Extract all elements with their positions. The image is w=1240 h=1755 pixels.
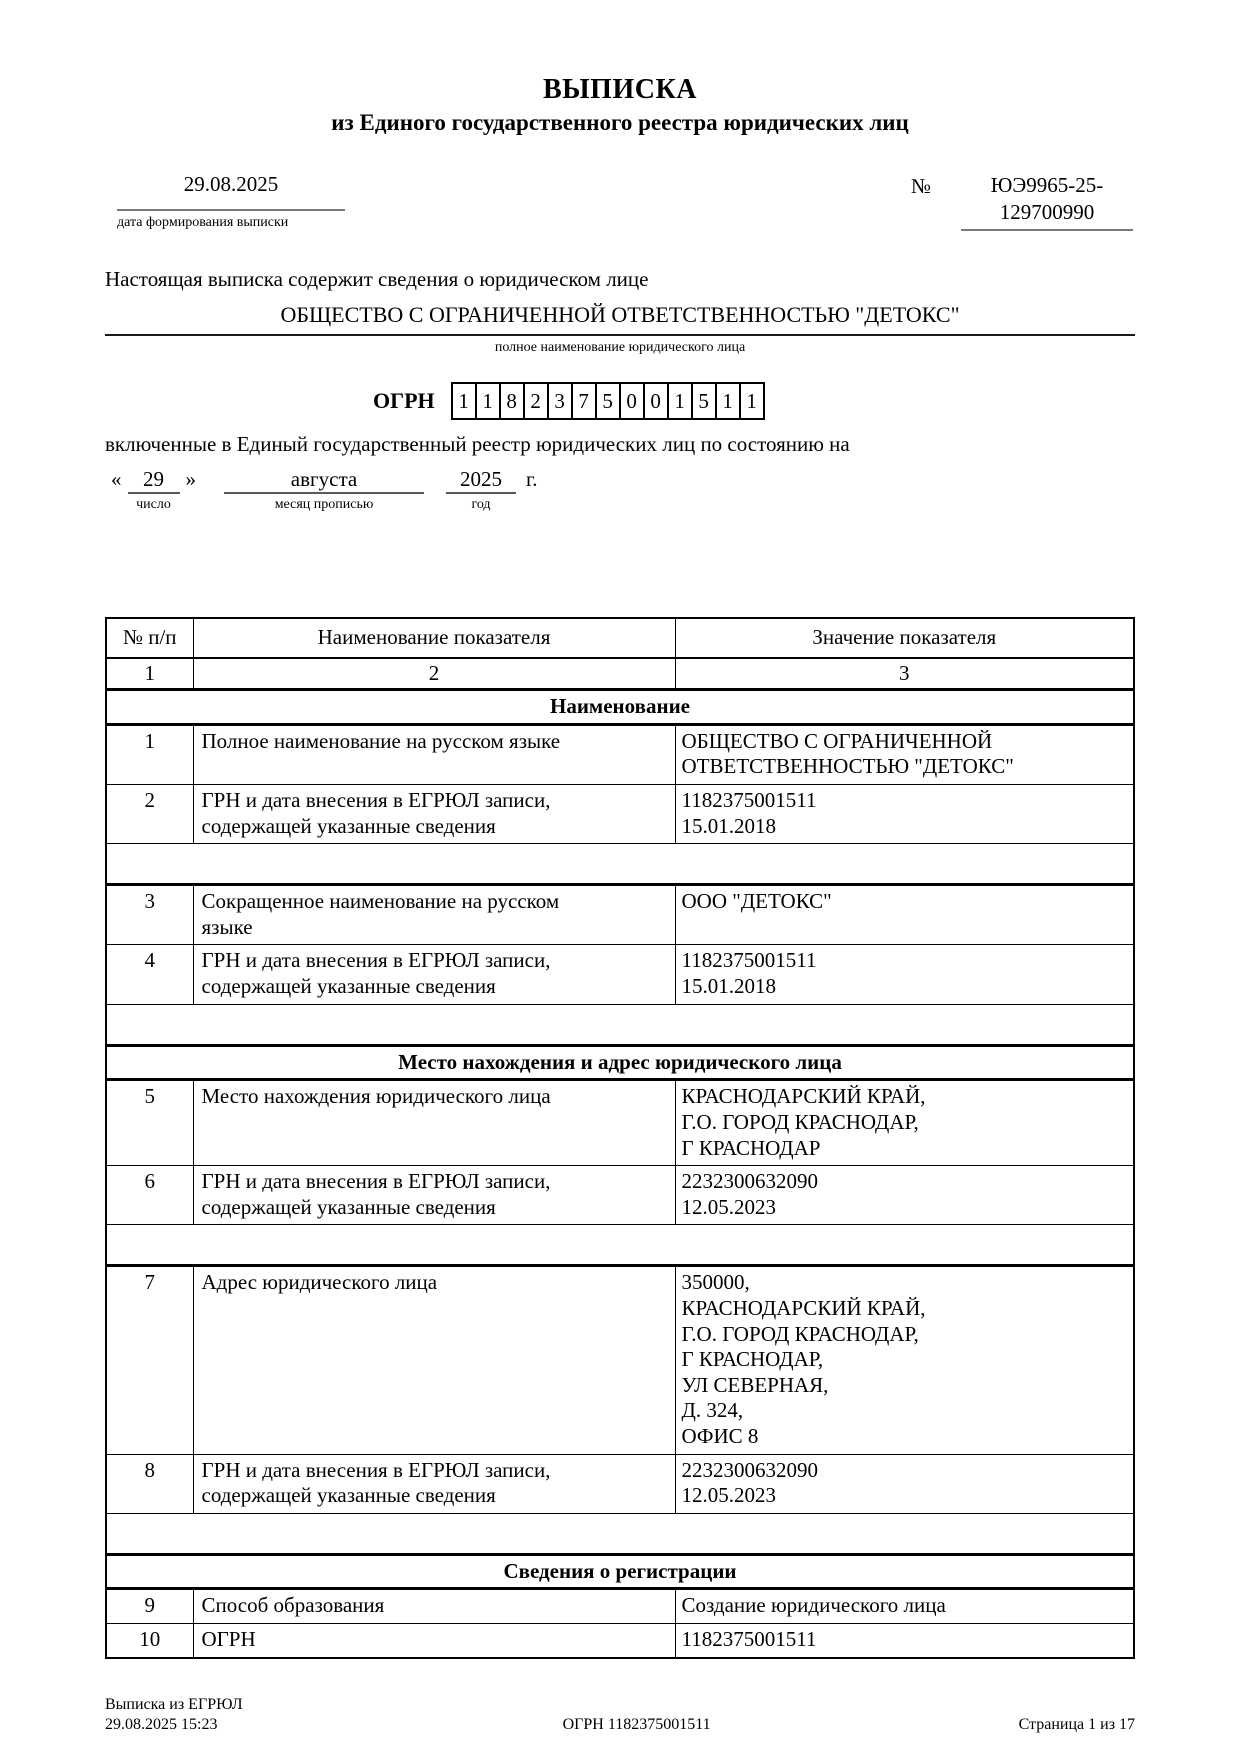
row-number: 6: [106, 1166, 193, 1225]
indicator-name: Адрес юридического лица: [193, 1266, 675, 1454]
ogrn-digit-box: 8: [499, 382, 525, 420]
spacer-cell: [106, 1513, 1134, 1554]
ogrn-digit-box: 1: [715, 382, 741, 420]
indicator-name: Место нахождения юридического лица: [193, 1080, 675, 1166]
as-of-month-caption: месяц прописью: [274, 497, 374, 512]
year-suffix: г.: [526, 467, 538, 491]
ogrn-digit-box: 3: [547, 382, 573, 420]
row-number: 4: [106, 945, 193, 1004]
ogrn-digit-box: 0: [643, 382, 669, 420]
indicator-name: Способ образования: [193, 1589, 675, 1624]
ogrn-digit-box: 1: [667, 382, 693, 420]
row-number: 7: [106, 1266, 193, 1454]
section-title: Место нахождения и адрес юридического лица: [106, 1045, 1134, 1080]
indicator-name: ОГРН: [193, 1624, 675, 1658]
table-row-8: [106, 1454, 1134, 1513]
as-of-date-row: [105, 467, 1135, 513]
footer-doc-type: Выписка из ЕГРЮЛ: [105, 1695, 243, 1713]
formation-date-block: [117, 172, 345, 231]
document-number-underline: [961, 229, 1133, 231]
column-number-3: 3: [675, 658, 1134, 690]
page-footer: [105, 1695, 1135, 1737]
indicator-value: 1182375001511: [675, 1624, 1134, 1658]
document-number: [961, 172, 1133, 231]
indicator-name: ГРН и дата внесения в ЕГРЮЛ записи, содержащей указанные сведения: [193, 785, 675, 844]
indicators-table-body: [106, 690, 1134, 1658]
ogrn-row: [373, 382, 1135, 420]
indicator-name: ГРН и дата внесения в ЕГРЮЛ записи, содержащей указанные сведения: [193, 1166, 675, 1225]
col-header-value: Значение показателя: [675, 618, 1134, 658]
company-name-underline: [105, 334, 1135, 336]
close-quote: »: [185, 467, 196, 491]
col-header-name: Наименование показателя: [193, 618, 675, 658]
as-of-year-blank: [446, 467, 516, 513]
ogrn-digit-box: 7: [571, 382, 597, 420]
footer-ogrn: ОГРН 1182375001511: [562, 1716, 711, 1734]
table-row-3: [106, 885, 1134, 945]
indicator-value: ОБЩЕСТВО С ОГРАНИЧЕННОЙ ОТВЕТСТВЕННОСТЬЮ "ДЕТОКС": [675, 724, 1134, 784]
spacer-row: [106, 1513, 1134, 1554]
spacer-row: [106, 1004, 1134, 1045]
table-header-row: [106, 618, 1134, 658]
table-row-6: [106, 1166, 1134, 1225]
ogrn-label: ОГРН: [373, 388, 435, 413]
ogrn-digit-box: 1: [739, 382, 765, 420]
spacer-row: [106, 1225, 1134, 1266]
open-quote: «: [111, 467, 122, 491]
indicator-value: ООО "ДЕТОКС": [675, 885, 1134, 945]
as-of-year-caption: год: [471, 497, 491, 512]
row-number: 5: [106, 1080, 193, 1166]
table-row-2: [106, 785, 1134, 844]
table-row-7: [106, 1266, 1134, 1454]
ogrn-boxes: [451, 382, 765, 420]
ogrn-digit-box: 5: [595, 382, 621, 420]
row-number: 2: [106, 785, 193, 844]
row-number: 8: [106, 1454, 193, 1513]
indicator-value: 2232300632090 12.05.2023: [675, 1166, 1134, 1225]
section-row: [106, 1045, 1134, 1080]
document-number-line2: 129700990: [999, 200, 1095, 225]
table-row-1: [106, 724, 1134, 784]
section-row: [106, 690, 1134, 725]
indicator-value: КРАСНОДАРСКИЙ КРАЙ, Г.О. ГОРОД КРАСНОДАР, Г КРАСНОДАР: [675, 1080, 1134, 1166]
company-name-caption: полное наименование юридического лица: [494, 340, 746, 355]
table-row-9: [106, 1589, 1134, 1624]
spacer-cell: [106, 1004, 1134, 1045]
indicator-name: Полное наименование на русском языке: [193, 724, 675, 784]
section-row: [106, 1554, 1134, 1589]
column-numbers-row: [106, 658, 1134, 690]
formation-date: 29.08.2025: [183, 172, 279, 196]
ogrn-digit-box: 1: [451, 382, 477, 420]
company-name: ОБЩЕСТВО С ОГРАНИЧЕННОЙ ОТВЕТСТВЕННОСТЬЮ "ДЕТОКС": [280, 302, 960, 327]
spacer-cell: [106, 1225, 1134, 1266]
footer-page-number: Страница 1 из 17: [1018, 1716, 1136, 1734]
ogrn-digit-box: 5: [691, 382, 717, 420]
table-row-4: [106, 945, 1134, 1004]
company-block: [105, 302, 1135, 356]
document-subtitle: из Единого государственного реестра юридических лиц: [331, 110, 909, 135]
spacer-row: [106, 844, 1134, 885]
as-of-day: 29: [128, 467, 180, 494]
table-row-10: [106, 1624, 1134, 1658]
indicator-value: 1182375001511 15.01.2018: [675, 945, 1134, 1004]
number-sign: №: [910, 174, 931, 198]
document-title: ВЫПИСКА: [543, 74, 697, 105]
as-of-day-caption: число: [136, 497, 171, 512]
document-number-line1: ЮЭ9965-25-: [990, 173, 1104, 197]
footer-datetime: 29.08.2025 15:23: [105, 1716, 218, 1734]
section-title: Сведения о регистрации: [106, 1554, 1134, 1589]
indicator-name: ГРН и дата внесения в ЕГРЮЛ записи, содержащей указанные сведения: [193, 945, 675, 1004]
footer-left: [105, 1695, 470, 1737]
indicator-name: ГРН и дата внесения в ЕГРЮЛ записи, содержащей указанные сведения: [193, 1454, 675, 1513]
indicator-value: Создание юридического лица: [675, 1589, 1134, 1624]
spacer-cell: [106, 844, 1134, 885]
row-number: 3: [106, 885, 193, 945]
as-of-year: 2025: [446, 467, 516, 494]
as-of-month: августа: [224, 467, 424, 494]
row-number: 1: [106, 724, 193, 784]
indicator-value: 350000, КРАСНОДАРСКИЙ КРАЙ, Г.О. ГОРОД КРАСНОДАР, Г КРАСНОДАР, УЛ СЕВЕРНАЯ, Д. 324, ОФИС 8: [675, 1266, 1134, 1454]
column-number-2: 2: [193, 658, 675, 690]
col-header-num: № п/п: [106, 618, 193, 658]
formation-date-underline: [117, 209, 345, 211]
indicator-value: 1182375001511 15.01.2018: [675, 785, 1134, 844]
meta-row: [105, 172, 1135, 231]
ogrn-digit-box: 0: [619, 382, 645, 420]
ogrn-digit-box: 2: [523, 382, 549, 420]
document-number-block: [911, 172, 1133, 231]
indicator-value: 2232300632090 12.05.2023: [675, 1454, 1134, 1513]
intro-text: Настоящая выписка содержит сведения о юридическом лице: [105, 267, 649, 291]
row-number: 10: [106, 1624, 193, 1658]
as-of-day-blank: [128, 467, 180, 513]
indicator-name: Сокращенное наименование на русском языке: [193, 885, 675, 945]
section-title: Наименование: [106, 690, 1134, 725]
as-of-month-blank: [224, 467, 424, 513]
ogrn-digit-box: 1: [475, 382, 501, 420]
row-number: 9: [106, 1589, 193, 1624]
included-text: включенные в Единый государственный реестр юридических лиц по состоянию на: [105, 432, 850, 456]
indicators-table: [105, 617, 1135, 1659]
column-number-1: 1: [106, 658, 193, 690]
formation-date-caption: дата формирования выписки: [117, 215, 289, 230]
table-row-5: [106, 1080, 1134, 1166]
